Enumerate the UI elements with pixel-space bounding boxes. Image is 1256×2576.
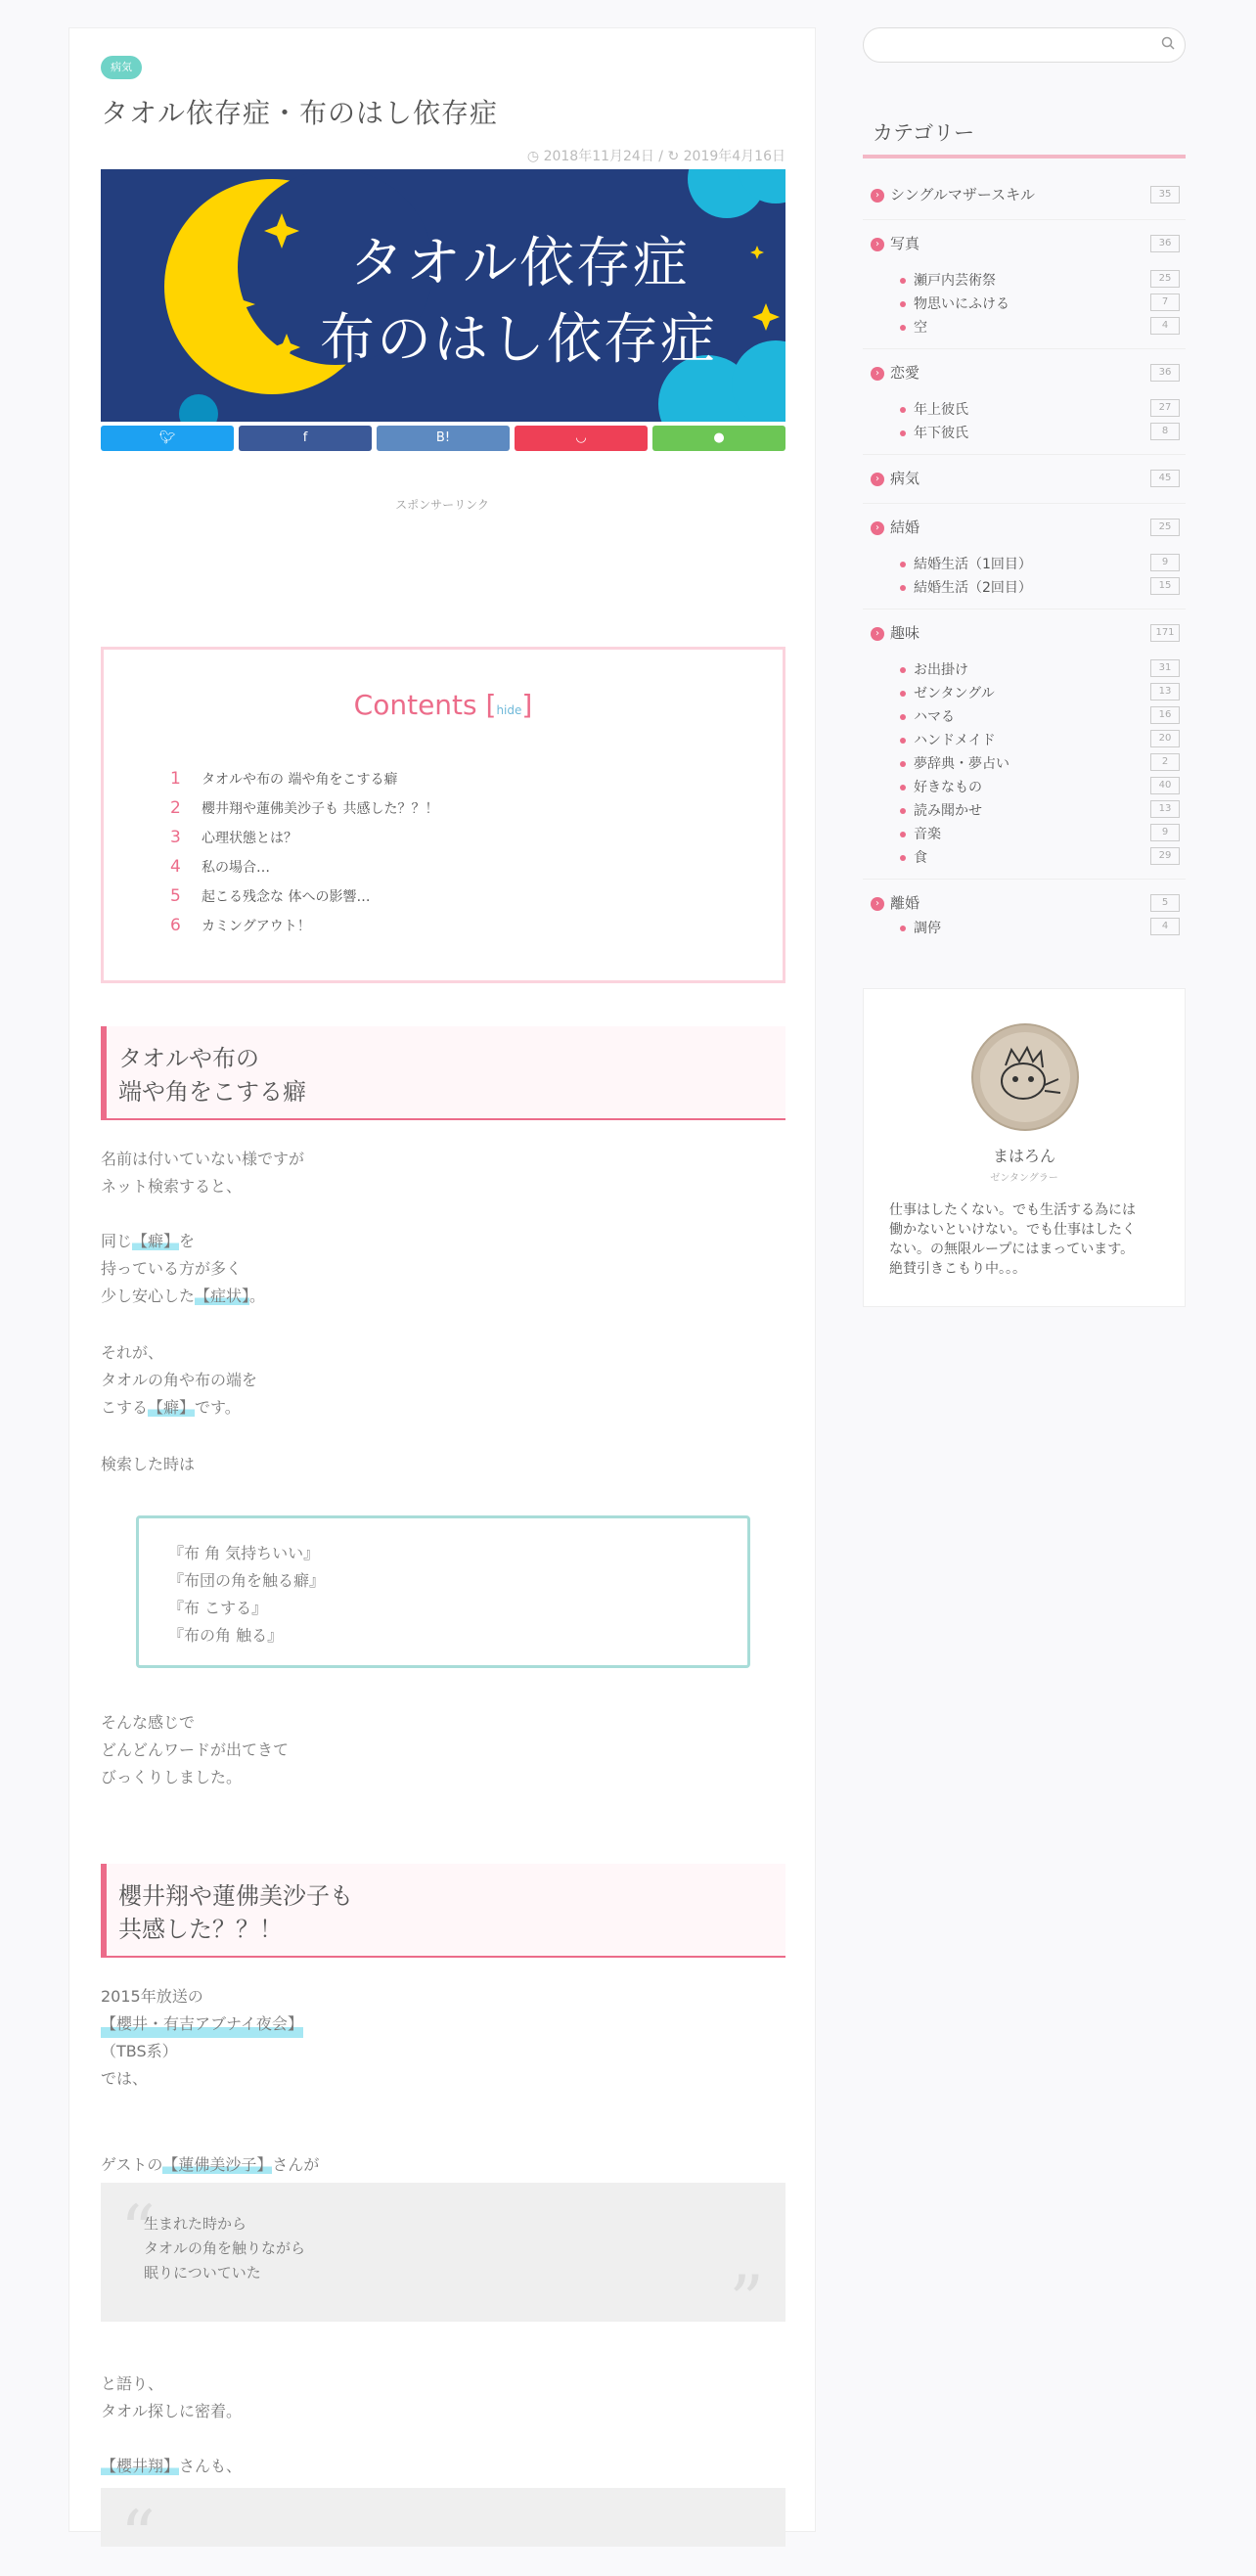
- category-count: 40: [1150, 777, 1180, 794]
- chevron-right-icon: ›: [871, 627, 884, 641]
- subcategory-item[interactable]: お出掛け: [900, 659, 968, 679]
- share-line-button[interactable]: [652, 426, 785, 451]
- hero-title-line2: 布のはし依存症: [320, 308, 717, 372]
- chevron-right-icon: ›: [871, 238, 884, 251]
- paragraph: それが、 タオルの角や布の端を こする【癖】です。: [101, 1343, 258, 1417]
- share-twitter-button[interactable]: [101, 426, 234, 451]
- toc-item[interactable]: 2 櫻井翔や蓮佛美沙子も 共感した？？！: [170, 798, 439, 818]
- blockquote: [101, 2488, 785, 2576]
- subcategory-item[interactable]: 読み聞かせ: [900, 800, 982, 820]
- sponsor-label: スポンサーリンク: [395, 498, 489, 512]
- facebook-icon: f: [302, 430, 308, 445]
- search-input[interactable]: [863, 27, 1186, 63]
- share-hatena-button[interactable]: [377, 426, 510, 451]
- category-count: 20: [1150, 730, 1180, 747]
- category-count: 25: [1150, 519, 1180, 536]
- category-count: 29: [1150, 847, 1180, 865]
- share-pocket-button[interactable]: [515, 426, 648, 451]
- paragraph: そんな感じで どんどんワードが出てきて びっくりしました。: [101, 1713, 290, 1786]
- section-heading-2: 櫻井翔や蓮佛美沙子も 共感した？？！: [101, 1864, 785, 1958]
- profile-bio: 仕事はしたくない。でも生活する為には 働かないといけない。でも仕事はしたく ない。の無限ループにはまっています。 絶賛引きこもり中。。。: [889, 1202, 1136, 1277]
- paragraph: 【櫻井翔】さんも、: [101, 2457, 243, 2475]
- category-count: 13: [1150, 800, 1180, 818]
- subcategory-item[interactable]: 瀬戸内芸術祭: [900, 270, 996, 290]
- chevron-right-icon: ›: [871, 897, 884, 911]
- category-count: 9: [1150, 824, 1180, 841]
- line-icon: ●: [713, 430, 725, 445]
- category-badge[interactable]: 病気: [101, 56, 142, 79]
- category-count: 31: [1150, 659, 1180, 677]
- paragraph: 2015年放送の 【櫻井・有吉アブナイ夜会】 （TBS系） では、: [101, 1987, 303, 2088]
- category-count: 25: [1150, 270, 1180, 288]
- subcategory-item[interactable]: 結婚生活（1回目）: [900, 554, 1032, 573]
- toc-item[interactable]: 1 タオルや布の 端や角をこする癖: [170, 769, 398, 789]
- category-count: 36: [1150, 235, 1180, 252]
- category-item[interactable]: › 恋愛: [863, 362, 1186, 383]
- page-title: タオル依存症・布のはし依存症: [101, 97, 499, 129]
- paragraph: ゲストの【蓮佛美沙子】さんが: [101, 2155, 320, 2174]
- toc-item[interactable]: 5 起こる残念な 体への影響…: [170, 886, 371, 906]
- paragraph: 検索した時は: [101, 1455, 196, 1473]
- hero-image: [101, 169, 785, 422]
- open-quote-icon: “: [120, 2496, 156, 2576]
- subcategory-item[interactable]: 結婚生活（2回目）: [900, 577, 1032, 597]
- category-count: 36: [1150, 364, 1180, 382]
- table-of-contents: Contents [hide] 1 タオルや布の 端や角をこする癖 2 櫻井翔や蓮佛美沙子も 共感した？？！ 3 心理状態とは？ 4 私の場合… 5 起こる残念な 体への影響… 6 カミングアウト！: [101, 647, 785, 983]
- category-count: 15: [1150, 577, 1180, 595]
- category-count: 13: [1150, 683, 1180, 700]
- subcategory-item[interactable]: 好きなもの: [900, 777, 982, 796]
- category-count: 4: [1150, 918, 1180, 935]
- hatena-icon: B!: [435, 430, 451, 445]
- paragraph: 同じ【癖】を 持っている方が多く 少し安心した【症状】。: [101, 1232, 266, 1305]
- paragraph: と語り、 タオル探しに密着。: [101, 2374, 243, 2420]
- toc-hide-toggle[interactable]: hide: [496, 703, 522, 717]
- toc-title: Contents: [353, 689, 477, 721]
- category-count: 9: [1150, 554, 1180, 571]
- pocket-icon: ◡: [575, 430, 587, 445]
- subcategory-item[interactable]: 年上彼氏: [900, 399, 968, 419]
- refresh-icon: ↻: [667, 149, 680, 164]
- hero-title-line1: タオル依存症: [349, 232, 690, 295]
- subcategory-item[interactable]: 物思いにふける: [900, 294, 1009, 313]
- updated-date: 2019年4月16日: [683, 149, 785, 164]
- subcategory-item[interactable]: 音楽: [900, 824, 941, 843]
- toc-item[interactable]: 3 心理状態とは？: [170, 828, 297, 847]
- category-item[interactable]: › 写真: [863, 233, 1186, 253]
- category-count: 27: [1150, 399, 1180, 417]
- paragraph: 名前は付いていない様ですが ネット検索すると、: [101, 1150, 305, 1196]
- category-count: 5: [1150, 894, 1180, 912]
- chevron-right-icon: ›: [871, 189, 884, 203]
- category-count: 45: [1150, 470, 1180, 487]
- toc-item[interactable]: 4 私の場合…: [170, 857, 270, 877]
- avatar[interactable]: [970, 1022, 1080, 1132]
- post-dates: ◷ 2018年11月24日 / ↻ 2019年4月16日: [526, 149, 785, 164]
- sidebar-category-title: カテゴリー: [863, 117, 1186, 158]
- subcategory-item[interactable]: 年下彼氏: [900, 423, 968, 442]
- profile-name: まはろん: [992, 1147, 1055, 1165]
- chevron-right-icon: ›: [871, 521, 884, 535]
- search-terms-box: 『布 角 気持ちいい』 『布団の角を触る癖』 『布 こする』 『布の角 触る』: [136, 1515, 750, 1668]
- category-count: 2: [1150, 753, 1180, 771]
- subcategory-item[interactable]: 食: [900, 847, 927, 867]
- category-count: 7: [1150, 294, 1180, 311]
- category-item[interactable]: › 離婚: [863, 892, 1186, 913]
- category-count: 171: [1150, 624, 1180, 642]
- chevron-right-icon: ›: [871, 473, 884, 486]
- toc-item[interactable]: 6 カミングアウト！: [170, 916, 311, 935]
- subcategory-item[interactable]: 空: [900, 317, 927, 337]
- published-date: 2018年11月24日: [543, 149, 654, 164]
- search-icon[interactable]: [1161, 36, 1175, 50]
- profile-widget: [863, 988, 1186, 1307]
- category-item[interactable]: › シングルマザースキル: [863, 184, 1186, 204]
- category-item[interactable]: › 結婚: [863, 517, 1186, 537]
- subcategory-item[interactable]: 夢辞典・夢占い: [900, 753, 1009, 773]
- category-count: 35: [1150, 186, 1180, 203]
- clock-icon: ◷: [526, 149, 540, 164]
- category-count: 16: [1150, 706, 1180, 724]
- open-quote-icon: “: [120, 2191, 156, 2271]
- subcategory-item[interactable]: ハンドメイド: [900, 730, 996, 749]
- section-heading-1: タオルや布の 端や角をこする癖: [101, 1026, 785, 1120]
- blockquote: “ 生まれた時から タオルの角を触りながら 眠りについていた ”: [101, 2183, 785, 2322]
- article-card: [68, 27, 816, 2576]
- share-facebook-button[interactable]: [239, 426, 372, 451]
- subcategory-item[interactable]: ゼンタングル: [900, 683, 995, 702]
- category-item[interactable]: › 病気: [863, 468, 1186, 488]
- close-quote-icon: ”: [729, 2261, 764, 2341]
- category-count: 8: [1150, 423, 1180, 440]
- chevron-right-icon: ›: [871, 367, 884, 381]
- category-item[interactable]: › 趣味: [863, 622, 1186, 643]
- twitter-icon: 🐦︎: [158, 430, 176, 445]
- subcategory-item[interactable]: 調停: [900, 918, 941, 937]
- profile-role: ゼンタングラー: [990, 1173, 1058, 1184]
- subcategory-item[interactable]: ハマる: [900, 706, 955, 726]
- category-count: 4: [1150, 317, 1180, 335]
